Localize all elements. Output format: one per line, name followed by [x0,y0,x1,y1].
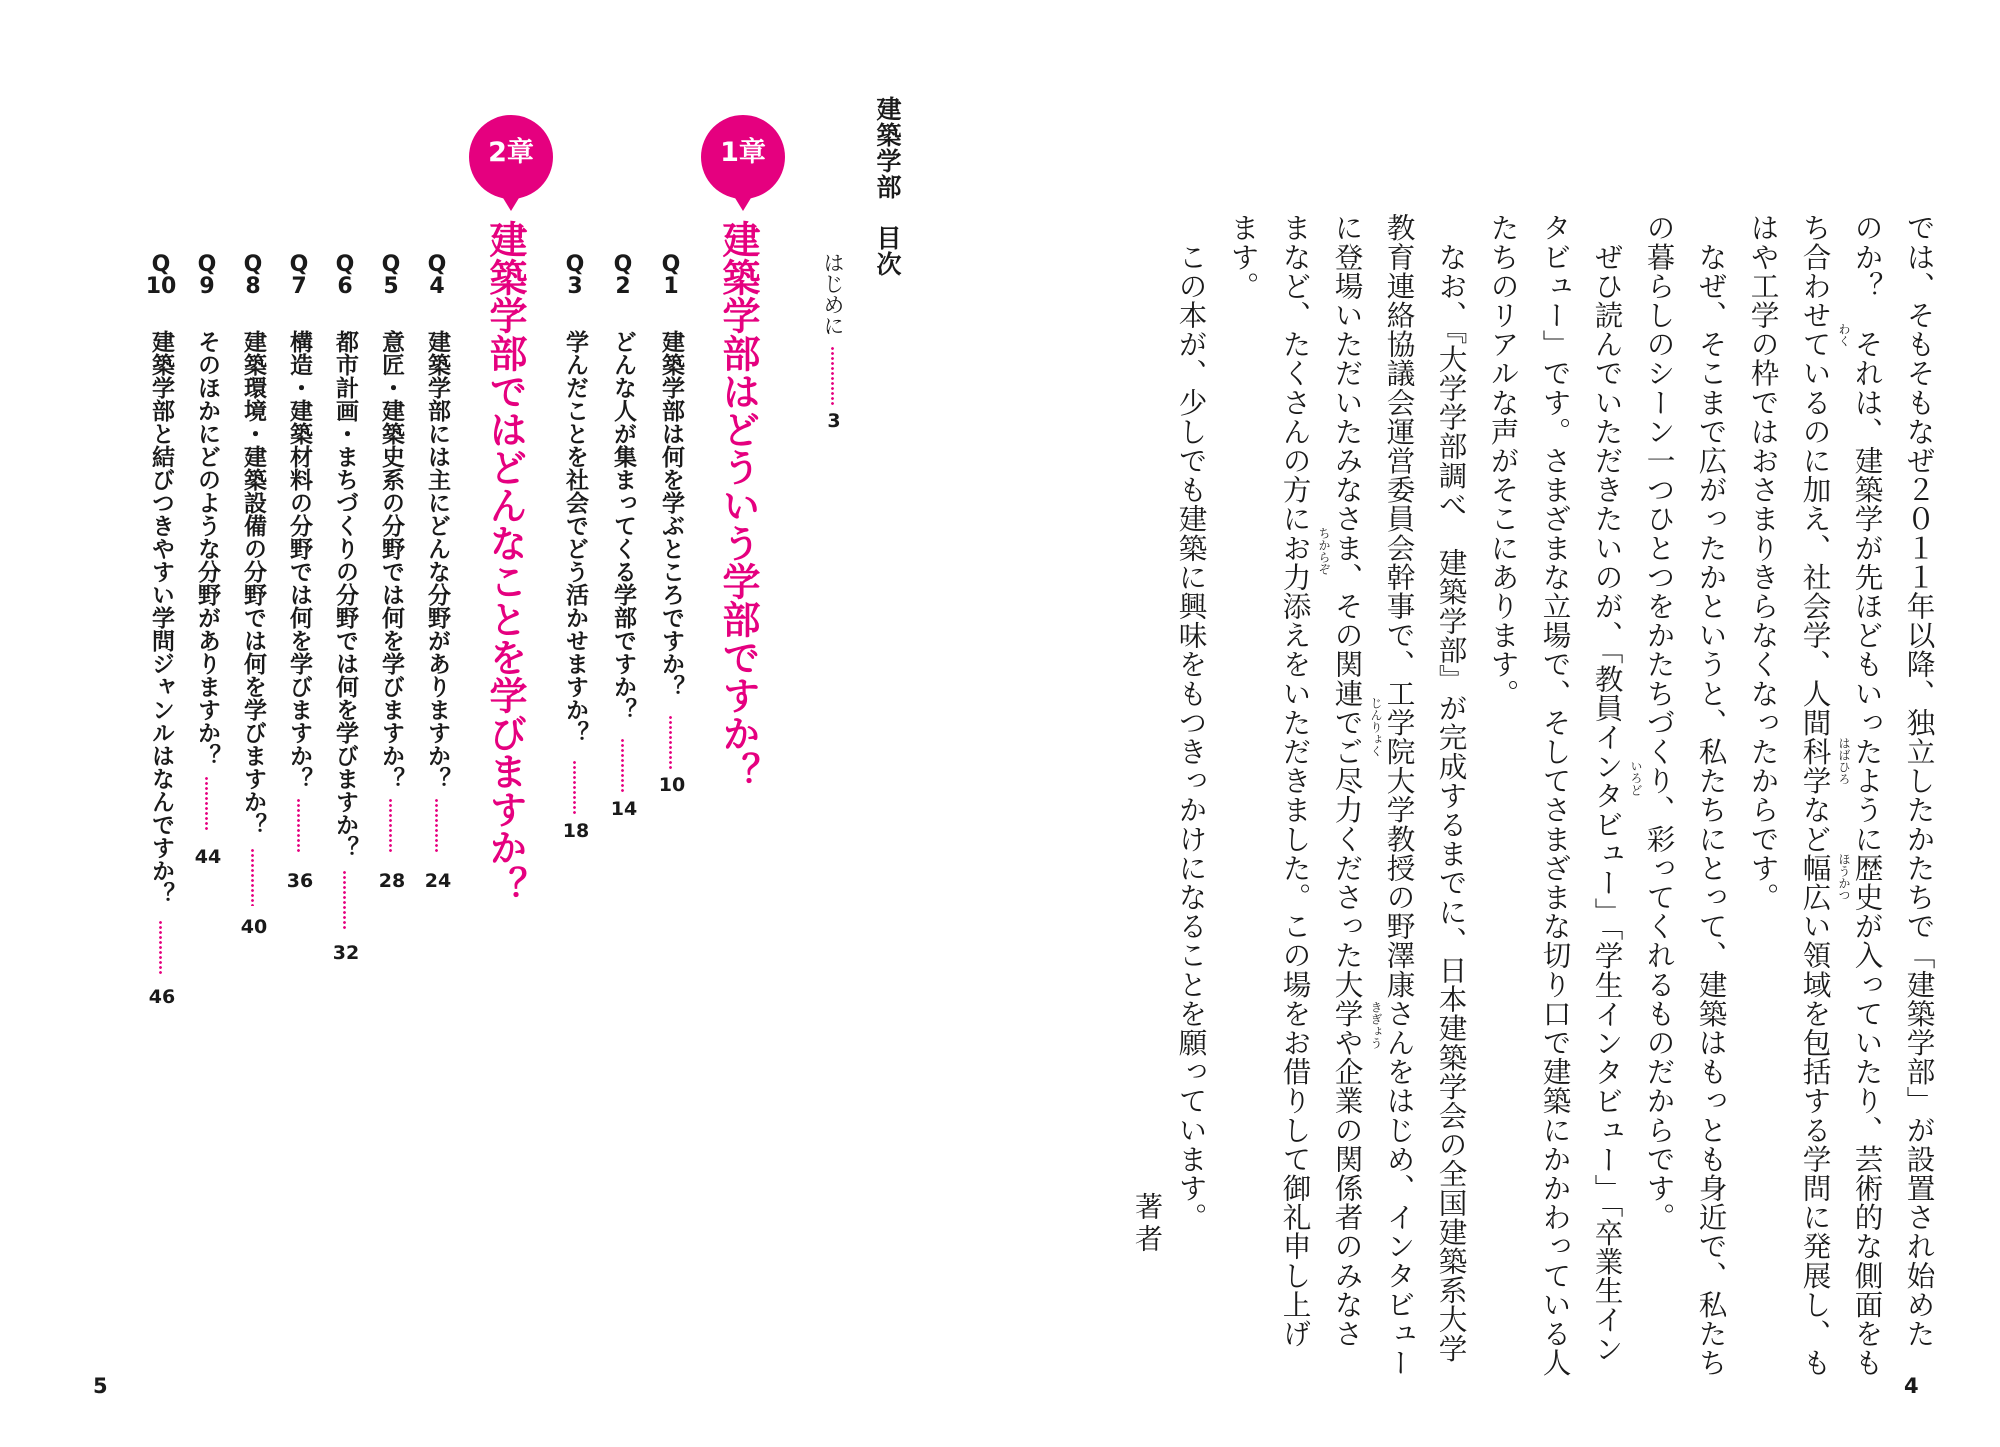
body-line: では、そもそもなぜ２０１１年以降、独立したかたちで「建築学部」が設置され始めた [1902,213,1937,1348]
toc-entry-q3[interactable]: 学んだことを社会でどう活かせますか？ [562,330,588,744]
toc-entry-q2[interactable]: どんな人が集まってくる学部ですか？ [610,330,636,721]
chapter-1-badge [700,115,786,201]
ruby-note: きぎょう [1369,1001,1383,1049]
toc-entry-q6[interactable]: 都市計画・まちづくりの分野では何を学びますか？ [332,330,358,859]
page-ref: 32 [332,942,360,964]
ruby-note: じんりょく [1369,697,1383,757]
ruby-note: わく [1837,323,1851,347]
chapter-1-label: 1章 [720,137,766,168]
toc-entry-q8[interactable]: 建築環境・建築設備の分野では何を学びますか？ [240,330,266,836]
body-line: なぜ、そこまで広がったかというと、私たちにとって、建築はもっとも身近で、私たち [1694,213,1729,1377]
body-line: なお、『大学学部調べ 建築学部』が完成するまでに、日本建築学会の全国建築系大学 [1434,213,1469,1363]
dot-leader [205,776,208,832]
page-number-right: 4 [1904,1374,1919,1398]
dot-leader [389,798,392,852]
toc-title: 建築学部 [873,96,902,200]
dot-leader [251,848,254,906]
body-line: の暮らしのシーン一つひとつをかたちづくり、彩ってくれるものだからです。 [1642,213,1677,1232]
q-number: Q 7 [289,252,309,299]
toc-heading [875,96,900,277]
body-line: まなど、たくさんの方にお力添えをいただきました。この場をお借りして御礼申し上げ [1278,213,1313,1348]
toc-entry-q10[interactable]: 建築学部と結びつきやすい学問ジャンルはなんですか？ [148,330,174,905]
body-line: 教育連絡協議会運営委員会幹事で、工学院大学教授の野澤康さんをはじめ、インタビュー [1382,213,1417,1377]
body-line: この本が、少しでも建築に興味をもつきっかけになることを願っています。 [1174,213,1209,1232]
q-number: Q 3 [565,252,585,299]
page-ref: 28 [378,870,406,892]
q-number: Q 9 [197,252,217,299]
dot-leader [831,346,834,406]
q-number: Q 10 [145,252,177,299]
ruby-note: ほうかつ [1837,853,1851,901]
page-ref: 44 [194,846,222,868]
body-line: に登場いただいたみなさま、その関連でご尽力くださった大学や企業の関係者のみなさ [1330,213,1365,1348]
toc-entry-q7[interactable]: 構造・建築材料の分野では何を学びますか？ [286,330,312,790]
body-line: たちのリアルな声がそこにあります。 [1486,213,1521,708]
toc-intro[interactable]: はじめに [821,252,845,336]
q-number: Q 5 [381,252,401,299]
page-ref: 36 [286,870,314,892]
body-line: はや工学の枠ではおさまりきらなくなったからです。 [1746,213,1781,912]
page-ref: 46 [148,986,176,1008]
page-ref: 14 [610,798,638,820]
dot-leader [621,738,624,793]
body-line: タビュー」です。さまざまな立場で、そしてさまざまな切り口で建築にかかわっている人 [1538,213,1573,1377]
ruby-note: はばひろ [1837,737,1851,785]
toc-subtitle: 目次 [873,225,902,277]
body-line: のか？ それは、建築学が先ほどもいったように歴史が入っていたり、芸術的な側面をも [1850,213,1885,1377]
ruby-note: いろど [1629,760,1643,796]
q-number: Q 8 [243,252,263,299]
page-ref: 40 [240,916,268,938]
page-ref: 3 [827,410,841,432]
toc-entry-q5[interactable]: 意匠・建築史系の分野では何を学びますか？ [378,330,404,790]
page-ref: 18 [562,820,590,842]
body-line: ぜひ読んでいただきたいのが、「教員インタビュー」「学生インタビュー」「卒業生イン [1590,213,1625,1364]
q-number: Q 1 [661,252,681,299]
toc-entry-q9[interactable]: そのほかにどのような分野がありますか？ [194,330,220,767]
q-number: Q 6 [335,252,355,299]
body-line: ち合わせているのに加え、社会学、人間科学など幅広い領域を包括する学問に発展し、も [1798,213,1833,1377]
toc-entry-q4[interactable]: 建築学部には主にどんな分野がありますか？ [424,330,450,790]
toc-entry-q1[interactable]: 建築学部は何を学ぶところですか？ [658,330,684,698]
q-number: Q 4 [427,252,447,299]
author-signature: 著者 [1131,1192,1164,1256]
dot-leader [669,715,672,770]
dot-leader [159,920,162,976]
dot-leader [343,870,346,930]
dot-leader [573,760,576,815]
q-number: Q 2 [613,252,633,299]
chapter-2-title[interactable]: 建築学部ではどんなことを学びますか？ [483,220,527,904]
body-line: ます。 [1226,213,1261,301]
chapter-1-title[interactable]: 建築学部はどういう学部ですか？ [716,220,760,790]
page-ref: 10 [658,774,686,796]
chapter-2-badge [468,115,554,201]
chapter-2-label: 2章 [488,137,534,168]
dot-leader [435,798,438,852]
page-ref: 24 [424,870,452,892]
ruby-note: ちからぞ [1317,527,1331,575]
dot-leader [297,798,300,852]
page-number-left: 5 [93,1374,108,1398]
